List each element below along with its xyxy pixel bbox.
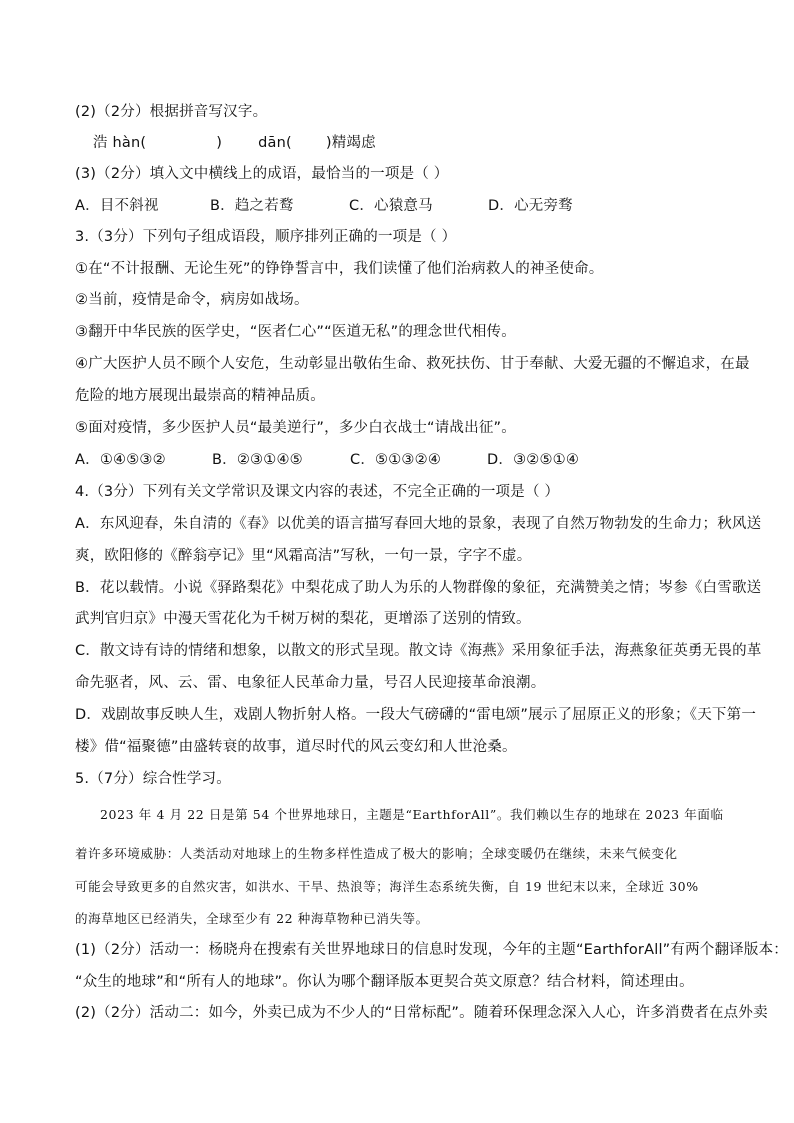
q5-activity1-line1: (1)（2分）活动一：杨晓舟在搜索有关世界地球日的信息时发现，今年的主题“EarthforAll”有两个翻译版本： — [75, 942, 788, 958]
pinyin-row — [93, 133, 743, 153]
q4-option-d-line2: 楼》借“福聚德”由盛转衰的故事，道尽时代的风云变幻和人世沧桑。 — [75, 739, 517, 755]
q3-sentence-4-line2: 危险的地方展现出最崇高的精神品质。 — [75, 388, 325, 404]
q3-sentence-2: ②当前，疫情是命令，病房如战场。 — [75, 292, 309, 308]
pinyin-a: 浩 hàn( — [93, 135, 147, 151]
q3-sentence-4-line1: ④广大医护人员不顾个人安危，生动彰显出敬佑生命、救死扶伤、甘于奉献、大爱无疆的不懈追求，在最 — [75, 356, 750, 372]
q5-material-line3: 可能会导致更多的自然灾害，如洪水、干旱、热浪等；海洋生态系统失衡，自 19 世纪末以来，全球近 30% — [75, 879, 699, 894]
q5-stem: 5.（7分）综合性学习。 — [75, 771, 231, 787]
q2-3-option-c: C．心猿意马 — [349, 198, 433, 214]
q2-3-option-d: D．心无旁骛 — [488, 198, 573, 214]
q5-activity2-line1: (2)（2分）活动二：如今，外卖已成为不少人的“日常标配”。随着环保理念深入人心，许多消费者在点外卖 — [75, 1005, 768, 1021]
q3-sentence-5: ⑤面对疫情，多少医护人员“最美逆行”，多少白衣战士“请战出征”。 — [75, 420, 516, 436]
q3-sentence-3: ③翻开中华民族的医学史，“医者仁心”“医道无私”的理念世代相传。 — [75, 324, 516, 340]
q3-option-b: B．②③①④⑤ — [212, 452, 303, 468]
q3-stem: 3.（3分）下列句子组成语段，顺序排列正确的一项是（ ） — [75, 229, 457, 245]
q4-option-c-line2: 命先驱者，风、云、雷、电象征人民革命力量，号召人民迎接革命浪潮。 — [75, 675, 546, 691]
q2-3-options — [75, 196, 725, 216]
q4-option-a-line1: A．东风迎春，朱自清的《春》以优美的语言描写春回大地的景象，表现了自然万物勃发的生命力；秋风送 — [75, 516, 762, 532]
q5-material-line1: 2023 年 4 月 22 日是第 54 个世界地球日，主题是“EarthforAll”。我们赖以生存的地球在 2023 年面临 — [100, 807, 724, 822]
q3-sentence-1: ①在“不计报酬、无论生死”的铮铮誓言中，我们读懂了他们治病救人的神圣使命。 — [75, 261, 604, 277]
q4-option-b-line2: 武判官归京》中漫天雪花化为千树万树的梨花，更增添了送别的情致。 — [75, 611, 531, 627]
q3-option-d: D．③②⑤①④ — [487, 452, 580, 468]
q2-2-stem: (2)（2分）根据拼音写汉字。 — [75, 104, 268, 120]
q5-material-line2: 着许多环境威胁：人类活动对地球上的生物多样性造成了极大的影响；全球变暖仍在继续，未来气候变化 — [75, 846, 678, 861]
q4-option-d-line1: D．戏剧故事反映人生，戏剧人物折射人格。一段大气磅礴的“雷电颂”展示了屈原正义的形象；《天下第一 — [75, 707, 757, 723]
q4-option-c-line1: C．散文诗有诗的情绪和想象，以散文的形式呈现。散文诗《海燕》采用象征手法，海燕象征英勇无畏的革 — [75, 643, 762, 659]
q3-option-c: C．⑤①③②④ — [350, 452, 442, 468]
q2-3-option-b: B．趋之若鹜 — [210, 198, 294, 214]
q4-option-a-line2: 爽，欧阳修的《醉翁亭记》里“风霜高洁”写秋，一句一景，字字不虚。 — [75, 548, 532, 564]
q3-options — [75, 450, 725, 470]
q4-option-b-line1: B．花以载情。小说《驿路梨花》中梨花成了助人为乐的人物群像的象征，充满赞美之情；岑参《白雪歌送 — [75, 580, 762, 596]
q5-activity1-line2: “众生的地球”和“所有人的地球”。你认为哪个翻译版本更契合英文原意？结合材料，简述理由。 — [75, 974, 694, 990]
q4-stem: 4.（3分）下列有关文学常识及课文内容的表述，不完全正确的一项是（ ） — [75, 484, 560, 500]
q5-material-line4: 的海草地区已经消失，全球至少有 22 种海草物种已消失等。 — [75, 911, 429, 926]
q2-3-stem: (3)（2分）填入文中横线上的成语，最恰当的一项是（ ） — [75, 166, 449, 182]
q3-option-a: A．①④⑤③② — [75, 452, 166, 468]
q2-3-option-a: A．目不斜视 — [75, 198, 159, 214]
pinyin-a-close: ) — [216, 135, 223, 151]
pinyin-b: dān( — [258, 135, 292, 151]
pinyin-b-close: )精竭虑 — [325, 135, 376, 151]
